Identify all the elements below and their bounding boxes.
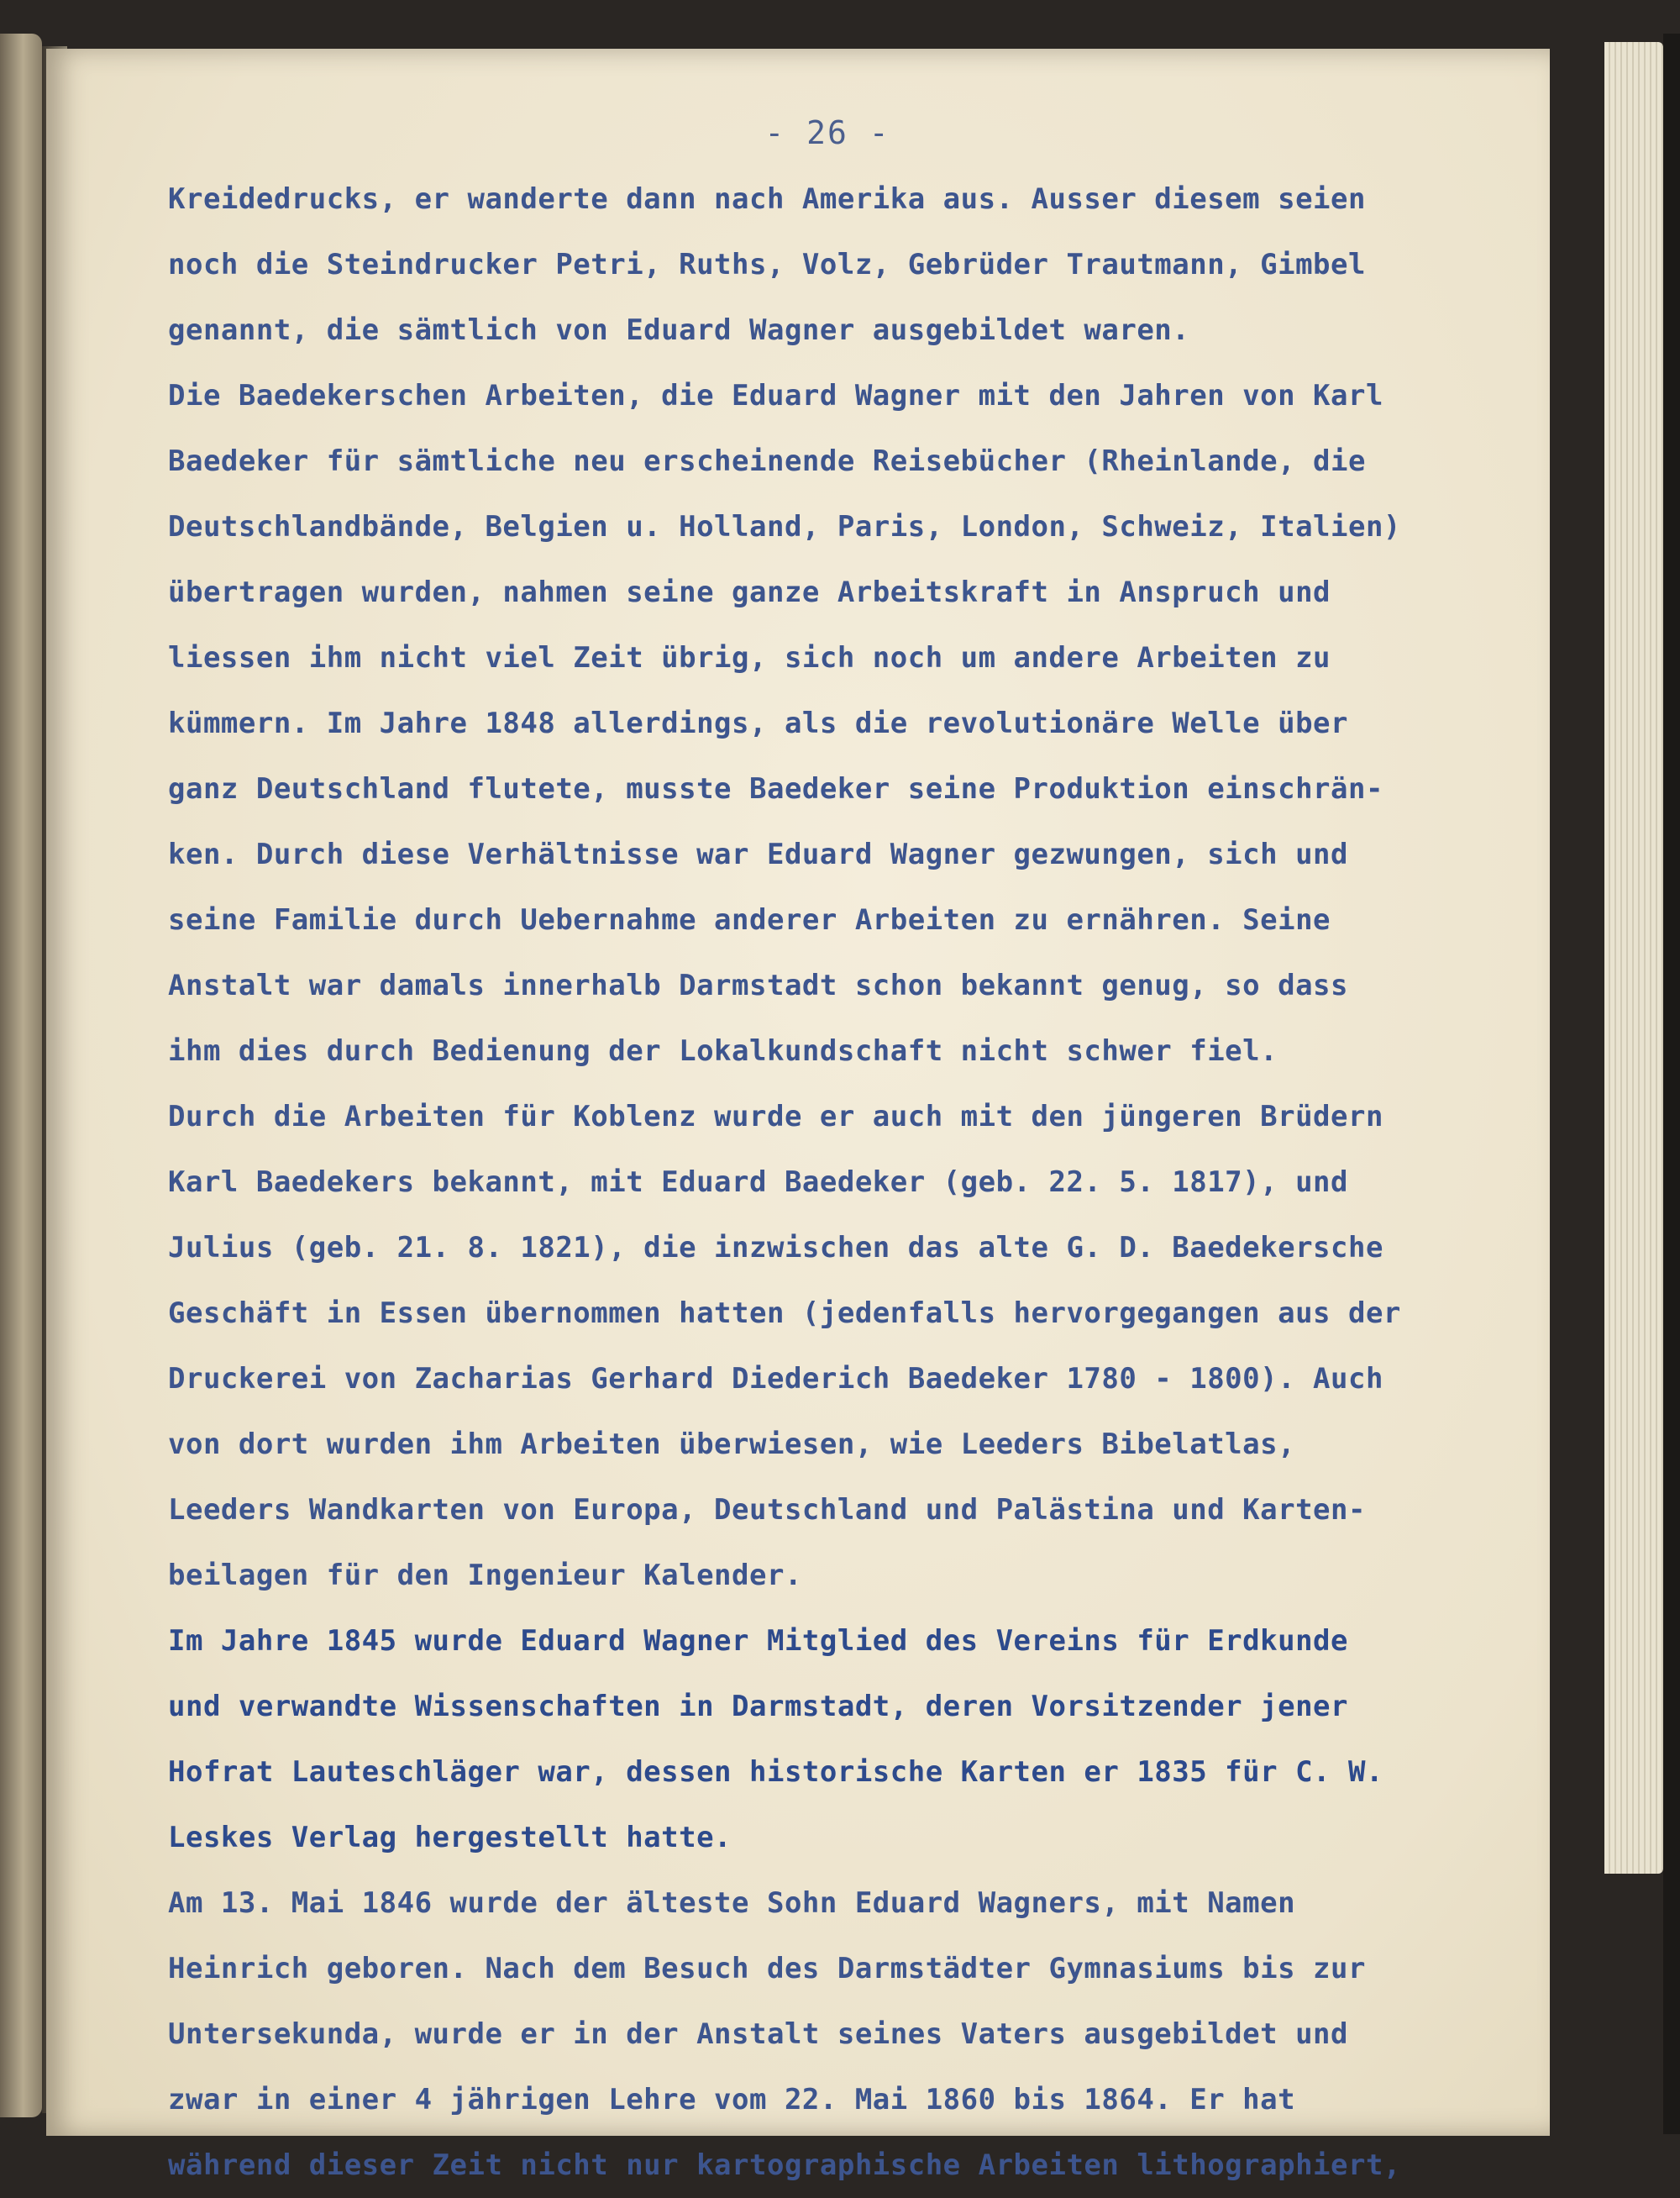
typewritten-text — [168, 166, 1529, 2198]
text-line: ihm dies durch Bedienung der Lokalkundschaft nicht schwer fiel. — [168, 1034, 1278, 1068]
text-line: noch die Steindrucker Petri, Ruths, Volz, Gebrüder Trautmann, Gimbel — [168, 248, 1366, 281]
page-stack-edges — [1604, 42, 1663, 1874]
right-frame — [1663, 34, 1680, 2134]
text-line: Untersekunda, wurde er in der Anstalt seines Vaters ausgebildet und — [168, 2017, 1348, 2051]
text-line: Am 13. Mai 1846 wurde der älteste Sohn Eduard Wagners, mit Namen — [168, 1886, 1296, 1920]
text-line: beilagen für den Ingenieur Kalender. — [168, 1559, 802, 1592]
text-line: Leeders Wandkarten von Europa, Deutschland und Palästina und Karten- — [168, 1493, 1366, 1527]
text-line: Durch die Arbeiten für Koblenz wurde er auch mit den jüngeren Brüdern — [168, 1100, 1383, 1133]
page-number: - 26 - — [764, 114, 890, 151]
text-line: Anstalt war damals innerhalb Darmstadt schon bekannt genug, so dass — [168, 969, 1348, 1002]
text-line: Im Jahre 1845 wurde Eduard Wagner Mitglied des Vereins für Erdkunde — [168, 1624, 1348, 1658]
text-line: Leskes Verlag hergestellt hatte. — [168, 1821, 732, 1854]
text-line: Geschäft in Essen übernommen hatten (jedenfalls hervorgegangen aus der — [168, 1296, 1401, 1330]
text-line: Hofrat Lauteschläger war, dessen historische Karten er 1835 für C. W. — [168, 1755, 1383, 1789]
text-line: ganz Deutschland flutete, musste Baedeker seine Produktion einschrän- — [168, 772, 1383, 806]
text-line: zwar in einer 4 jährigen Lehre vom 22. Mai 1860 bis 1864. Er hat — [168, 2083, 1296, 2116]
text-line: Deutschlandbände, Belgien u. Holland, Paris, London, Schweiz, Italien) — [168, 510, 1401, 544]
text-line: von dort wurden ihm Arbeiten überwiesen, wie Leeders Bibelatlas, — [168, 1428, 1296, 1461]
text-line: kümmern. Im Jahre 1848 allerdings, als die revolutionäre Welle über — [168, 707, 1348, 740]
text-line: seine Familie durch Uebernahme anderer Arbeiten zu ernähren. Seine — [168, 903, 1331, 937]
text-line: übertragen wurden, nahmen seine ganze Arbeitskraft in Anspruch und — [168, 576, 1331, 609]
text-line: Julius (geb. 21. 8. 1821), die inzwischen das alte G. D. Baedekersche — [168, 1231, 1383, 1265]
text-line: Heinrich geboren. Nach dem Besuch des Darmstädter Gymnasiums bis zur — [168, 1952, 1366, 1985]
text-line: und verwandte Wissenschaften in Darmstadt, deren Vorsitzender jener — [168, 1690, 1348, 1723]
text-line: ken. Durch diese Verhältnisse war Eduard Wagner gezwungen, sich und — [168, 838, 1348, 871]
document-page — [46, 49, 1550, 2182]
text-line: Druckerei von Zacharias Gerhard Diederich Baedeker 1780 - 1800). Auch — [168, 1362, 1383, 1396]
left-page-edge — [0, 34, 42, 2117]
text-line: Baedeker für sämtliche neu erscheinende Reisebücher (Rheinlande, die — [168, 444, 1366, 478]
text-line: genannt, die sämtlich von Eduard Wagner ausgebildet waren. — [168, 313, 1190, 347]
text-line: Kreidedrucks, er wanderte dann nach Amerika aus. Ausser diesem seien — [168, 182, 1366, 216]
text-line: während dieser Zeit nicht nur kartographische Arbeiten lithographiert, — [168, 2148, 1401, 2182]
text-line: Die Baedekerschen Arbeiten, die Eduard Wagner mit den Jahren von Karl — [168, 379, 1383, 413]
text-line: liessen ihm nicht viel Zeit übrig, sich noch um andere Arbeiten zu — [168, 641, 1331, 675]
text-line: Karl Baedekers bekannt, mit Eduard Baedeker (geb. 22. 5. 1817), und — [168, 1165, 1348, 1199]
